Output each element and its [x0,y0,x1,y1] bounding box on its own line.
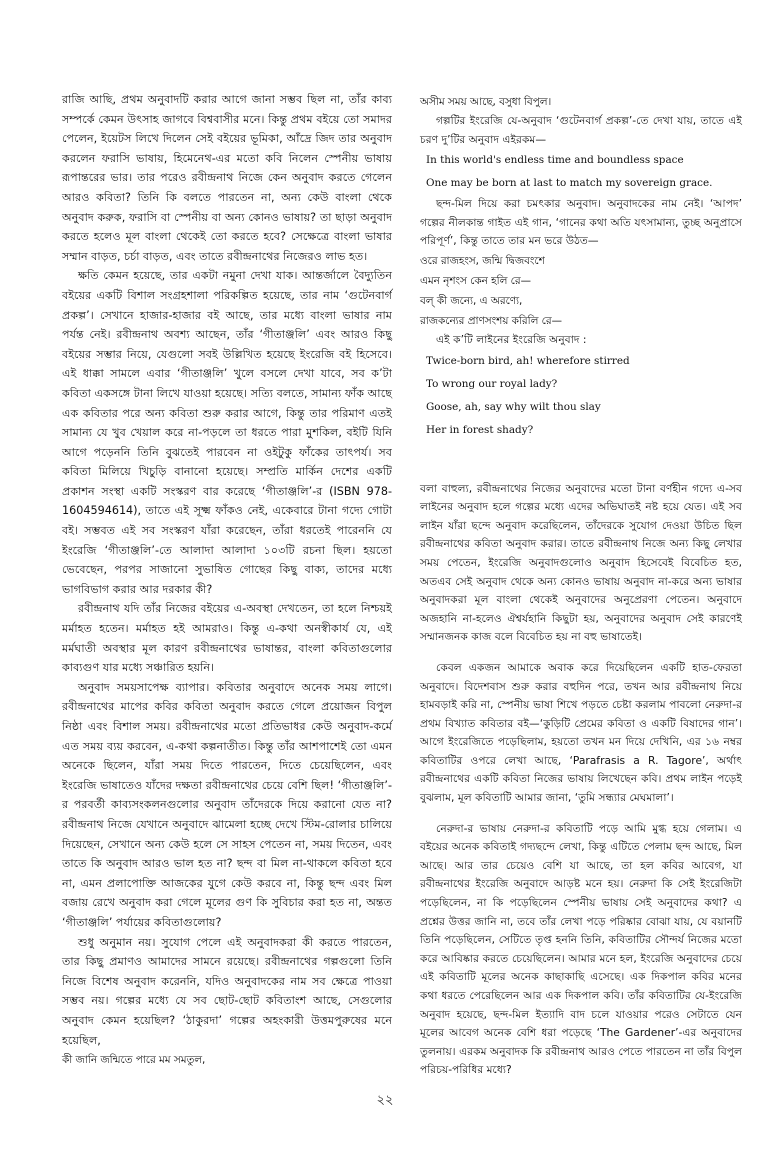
paragraph: রবীন্দ্রনাথ যদি তাঁর নিজের বইয়ের এ-অবস্থা দেখতেন, তা হলে নিশ্চয়ই মর্মাহত হতেন। মর্মাহত হই আমরাও। কিন্তু এ-কথা অনস্বীকার্য যে, এই মর্মঘাতী অবস্থার মূল কারণ রবীন্দ্রনাথের ভাষান্তর, বাংলা কবিতাগুলোর কাব্যগুণ যার মধ্যে সঞ্চারিত হয়নি। [62,602,392,675]
english-verse-line: Goose, ah, say why wilt thou slay [426,400,601,413]
paragraph-gap [420,808,742,820]
paragraph: নেরুদা-র ভাষায় নেরুদা-র কবিতাটি পড়ে আমি মুগ্ধ হয়ে গেলাম। এ বইয়ের অনেক কবিতাই গদ্যছন্দে লেখা, কিন্তু এটিতে পেলাম ছন্দ আছে, মিল আছে। আর তার চেয়েও বেশি যা আছে, তা হল কবির আবেগ, যা রবীন্দ্রনাথের ইংরেজি অনুবাদে আড়ষ্ট মনে হয়। নেরুদা কি সেই ইংরেজিটা পড়েছিলেন, না কি পড়েছিলেন স্পেনীয় ভাষায় সেই অনুবাদের কথা? এ প্রশ্নের উত্তর জানি না, তবে তাঁর লেখা পড়ে পরিষ্কার বোঝা যায়, যে বয়ানটি তিনি পড়েছিলেন, সেটিতে তৃপ্ত হননি তিনি, কবিতাটির সৌন্দর্য নিজের মতো করে আবিষ্কার করতে চেয়েছিলেন। আমার মনে হল, ইংরেজি অনুবাদের চেয়ে এই কবিতাটি মূলের অনেক কাছাকাছি এসেছে। এক দিকপাল কবির মনের কথা ধরতে পেরেছিলেন আর এক দিকপাল কবি। তাঁর কবিতাটির যে-ইংরেজি অনুবাদ হয়েছে, ছন্দ-মিল ইত্যাদি বাদ চলে যাওয়ার পরেও সেটাতে যেন মূলের আবেগ অনেক বেশি ধরা পড়েছে ‘The Gardener’-এর অনুবাদের তুলনায়। এরকম অনুবাদক কি রবীন্দ্রনাথ আরও পেতে পারতেন না তাঁর বিপুল পরিচয়-পরিধির মধ্যে? [420,821,742,1077]
english-verse-line: In this world's endless time and boundless space [426,154,684,167]
paragraph: রাজি আছি, প্রথম অনুবাদটি করার আগে জানা সম্ভব ছিল না, তাঁর কাব্য সম্পর্কে কেমন উৎসাহ জাগবে বিশ্ববাসীর মনে। কিন্তু প্রথম বইয়ে তো সমাদর পেলেন, ইয়েটস লিখে দিলেন সেই বইয়ের ভূমিকা, আঁদ্রে জিদ তার অনুবাদ করলেন ফরাসি ভাষায়, হিমেনেথ-এর মতো কবি নিলেন স্পেনীয় ভাষায় রূপান্তরের ভার। তার পরেও রবীন্দ্রনাথ নিজে কেন অনুবাদ করতে গেলেন আরও কবিতা? তিনি কি বলতে পারতেন না, অন্য কেউ বাংলা থেকে অনুবাদ করুক, ফরাসি বা স্পেনীয় বা অন্য কোনও ভাষায়? তা ছাড়া অনুবাদ করতে হলেও মূল বাংলা থেকেই তো করতে হবে? সেক্ষেত্রে বাংলা ভাষার সম্মান বাড়ত, চর্চা বাড়ত, এবং তাতে রবীন্দ্রনাথের নিজেরও লাভ হত। [62,93,392,263]
verse-line: রাজকন্যের প্রাণসংশয় করিলি রে— [420,314,562,327]
verse-line: ওরে রাজহংস, জন্মি দ্বিজবংশে [420,254,545,267]
paragraph-gap [420,647,742,659]
english-verse-line: One may be born at last to match my sovereign grace. [426,177,713,190]
verse-line: কী জানি জন্মিতে পারে মম সমতুল, [62,1054,206,1067]
paragraph: ক্ষতি কেমন হয়েছে, তার একটা নমুনা দেখা যাক। আন্তর্জালে বৈদ্যুতিন বইয়ের একটি বিশাল সংগ্রহশালা পরিকল্পিত হয়েছে, তার নাম ‘গুটেনবার্গ প্রকল্প’। সেখানে হাজার-হাজার বই আছে, তার মধ্যে বাংলা ভাষার নাম পর্যন্ত নেই। রবীন্দ্রনাথ অবশ্য আছেন, তাঁর ‘গীতাঞ্জলি’ এবং আরও কিছু বইয়ের সম্ভার নিয়ে, যেগুলো সবই উল্লিখিত হয়েছে ইংরেজি বই হিসেবে। এই ধাক্কা সামলে এবার ‘গীতাঞ্জলি’ খুলে বসলে দেখা যাবে, সব ক’টা কবিতা একসঙ্গে টানা লিখে যাওয়া হয়েছে। সত্যি বলতে, সামান্য ফাঁক আছে এক কবিতার পরে অন্য কবিতা শুরু করার আগে, কিন্তু তার পরিমাণ এতই সামান্য যে খুব খেয়াল করে না-পড়লে তা ধরতে পারা মুশকিল, বইটি যিনি আগে পড়েননি তিনি বুঝতেই পারবেন না ওইটুকু ফাঁকের তাৎপর্য। সব কবিতা মিলিয়ে খিচুড়ি বানানো হয়েছে। সম্প্রতি মার্কিন দেশের একটি প্রকাশন সংস্থা একটি সংস্করণ বার করেছে ‘গীতাঞ্জলি’-র (ISBN 978-1604594614), তাতে এই সূক্ষ্ম ফাঁকও নেই, একেবারে টানা গদ্যে গোটা বই। সম্ভবত এই সব সংস্করণ যাঁরা করেছেন, তাঁরা ধরতেই পারেননি যে ইংরেজি ‘গীতাঞ্জলি’-তে আলাদা আলাদা ১০৩টি রচনা ছিল। হয়তো ভেবেছেন, পরপর সাজানো সুভাষিত গোছের কিছু বাক্য, তাদের মধ্যে ভাগবিভাগ করার আর দরকার কী? [62,269,392,596]
english-verse-line: Twice-born bird, ah! wherefore stirred [426,354,630,367]
paragraph: বলা বাহুল্য, রবীন্দ্রনাথের নিজের অনুবাদের মতো টানা বর্ণহীন গদ্যে এ-সব লাইনের অনুবাদ হলে গল্পের মধ্যে এদের অভিঘাতই নষ্ট হয়ে যেত। এই সব লাইন যাঁরা ছন্দে অনুবাদ করেছিলেন, তাঁদেরকে সুযোগ দেওয়া উচিত ছিল রবীন্দ্রনাথের কবিতা অনুবাদ করার। তাতে রবীন্দ্রনাথ নিজে অন্য কিছু লেখার সময় পেতেন, ইংরেজি অনুবাদগুলোও অনুবাদ হিসেবেই বিবেচিত হত, অতএব সেই অনুবাদ থেকে অন্য কোনও ভাষায় অনুবাদ না-করে অন্য ভাষার অনুবাদকরা মূল বাংলা থেকেই অনুবাদের অনুপ্রেরণা পেতেন। অনুবাদে অজহানি না-হলেও ঐশ্বর্যহানি কিছুটা হয়, অনুবাদের অনুবাদ সেই কারণেই সম্মানজনক কাজ বলে বিবেচিত হয় না বহু ভাষাতেই। [420,481,742,644]
right-column [420,92,742,1080]
paragraph: কেবল একজন আমাকে অবাক করে দিয়েছিলেন একটি হাত-ফেরতা অনুবাদে। বিদেশবাস শুরু করার বহুদিন পরে, তখন আর রবীন্দ্রনাথ নিয়ে হামবড়াই করি না, স্পেনীয় ভাষা শিখে পড়তে চেষ্টা করলাম পাবলো নেরুদা-র প্রথম বিখ্যাত কবিতার বই—‘কুড়িটি প্রেমের কবিতা ও একটি বিষাদের গান’। আগে ইংরেজিতে পড়েছিলাম, হয়তো তখন মন দিয়ে দেখিনি, এর ১৬ নম্বর কবিতাটির ওপরে লেখা আছে, ‘Parafrasis a R. Tagore’, অর্থাৎ রবীন্দ্রনাথের একটি কবিতা নিজের ভাষায় লিখেছেন কবি। প্রথম লাইন পড়েই বুঝলাম, মূল কবিতাটি আমার জানা, ‘তুমি সন্ধ্যার মেঘমালা’। [420,660,742,805]
section-gap [420,442,742,480]
left-column [62,90,392,1070]
paragraph: গল্পটির ইংরেজি যে-অনুবাদ ‘গুটেনবার্গ প্রকল্প’-তে দেখা যায়, তাতে এই চরণ দু’টির অনুবাদ এইরকম— [420,114,742,146]
english-verse-line: To wrong our royal lady? [426,377,558,390]
verse-line: এমন নৃশংস কেন হলি রে— [420,274,531,287]
paragraph: ছন্দ-মিল দিয়ে করা চমৎকার অনুবাদ। অনুবাদকের নাম নেই। ‘আপদ’ গল্পের নীলকান্ত গাইত এই গান, ‘গানের কথা অতি যৎসামান্য, তুচ্ছ অনুপ্রাসে পরিপূর্ণ’, কিন্তু তাতে তার মন ভরে উঠত— [420,197,742,248]
page-number: ২২ [376,1093,394,1108]
english-verse-line: Her in forest shady? [426,423,534,436]
paragraph: শুধু অনুমান নয়। সুযোগ পেলে এই অনুবাদকরা কী করতে পারতেন, তার কিছু প্রমাণও আমাদের সামনে রয়েছে। রবীন্দ্রনাথের গল্পগুলো তিনি নিজে বিশেষ অনুবাদ করেননি, যদিও অনুবাদকের নাম সব ক্ষেত্রে পাওয়া সম্ভব নয়। গল্পের মধ্যে যে সব ছোট-ছোট কবিতাংশ আছে, সেগুলোর অনুবাদ কেমন হয়েছিল? ‘ঠাকুরদা’ গল্পের অহংকারী উত্তমপুরুষের মনে হয়েছিল, [62,935,392,1047]
verse-line: অসীম সময় আছে, বসুধা বিপুল। [420,96,552,108]
verse-line: বল্‌ কী জন্যে, এ অরণ্যে, [420,294,523,307]
paragraph: এই ক’টি লাইনের ইংরেজি অনুবাদ : [436,332,587,346]
paragraph: অনুবাদ সময়সাপেক্ষ ব্যাপার। কবিতার অনুবাদে অনেক সময় লাগে। রবীন্দ্রনাথের মাপের কবির কবিতা অনুবাদ করতে গেলে প্রয়োজন বিপুল নিষ্ঠা এবং বিশাল সময়। রবীন্দ্রনাথের মতো প্রতিভাধর কেউ অনুবাদ-কর্মে এত সময় ব্যয় করবেন, এ-কথা কল্পনাতীত। কিন্তু তাঁর আশপাশেই তো এমন অনেকে ছিলেন, যাঁরা সময় দিতে পারতেন, দিতে চেয়েছিলেন, এবং ইংরেজি ভাষাতেও যাঁদের দক্ষতা রবীন্দ্রনাথের চেয়ে বেশি ছিল! ‘গীতাঞ্জলি’-র পরবর্তী কাব্যসংকলনগুলোর অনুবাদ তাঁদেরকে দিয়ে করানো যেত না? রবীন্দ্রনাথ নিজে যেখানে অনুবাদে ঝামেলা হচ্ছে দেখে স্টিম-রোলার চালিয়ে দিয়েছেন, সেখানে অন্য কেউ হলে সে সাহস পেতেন না, সময় দিতেন, এবং তাতে কি অনুবাদ আরও ভাল হত না? ছন্দ বা মিল না-থাকলে কবিতা হবে না, এমন প্রলাপোক্তি আজকের যুগে কেউ করবে না, কিন্তু ছন্দ এবং মিল বজায় রেখে অনুবাদ করা গেলে মূলের গুণ কি সুবিচার করা হত না, অন্তত ‘গীতাঞ্জলি’ পর্যায়ের কবিতাগুলোয়? [62,680,392,929]
